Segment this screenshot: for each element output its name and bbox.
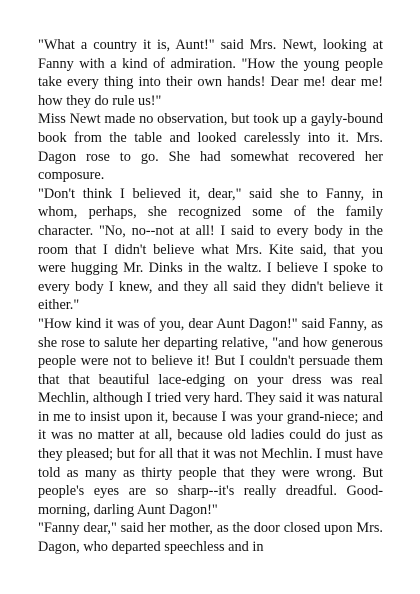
paragraph-5: "Fanny dear," said her mother, as the door closed upon Mrs. Dagon, who departed speechless and in bbox=[38, 520, 383, 556]
paragraph-1: "What a country it is, Aunt!" said Mrs. Newt, looking at Fanny with a kind of admiration. "How the young people take every thing into their own hands! Dear me! dear me! how they do rule us!" bbox=[38, 37, 383, 109]
paragraph-4: "How kind it was of you, dear Aunt Dagon!" said Fanny, as she rose to salute her departing relative, "and how generous people were not to believe it! But I couldn't persuade them that that beautiful lace-edging on your dress was real Mechlin, although I tried very hard. They said it was natural in me to insist upon it, because I was your grand-niece; and it was no matter at all, because old ladies could do just as they pleased; but for all that it was not Mechlin. I must have told as many as thirty people that they were wrong. But people's eyes are so sharp--it's really dreadful. Good-morning, darling Aunt Dagon!" bbox=[38, 315, 383, 518]
document-page bbox=[38, 36, 383, 557]
paragraph-3: "Don't think I believed it, dear," said she to Fanny, in whom, perhaps, she recognized some of the family character. "No, no--not at all! I said to every body in the room that I didn't believe what Mrs. Kite said, that you were hugging Mr. Dinks in the waltz. I believe I spoke to every body I knew, and they all said they didn't believe it either." bbox=[38, 185, 383, 314]
paragraph-2: Miss Newt made no observation, but took up a gayly-bound book from the table and looked carelessly into it. Mrs. Dagon rose to go. She had somewhat recovered her composure. bbox=[38, 111, 383, 184]
